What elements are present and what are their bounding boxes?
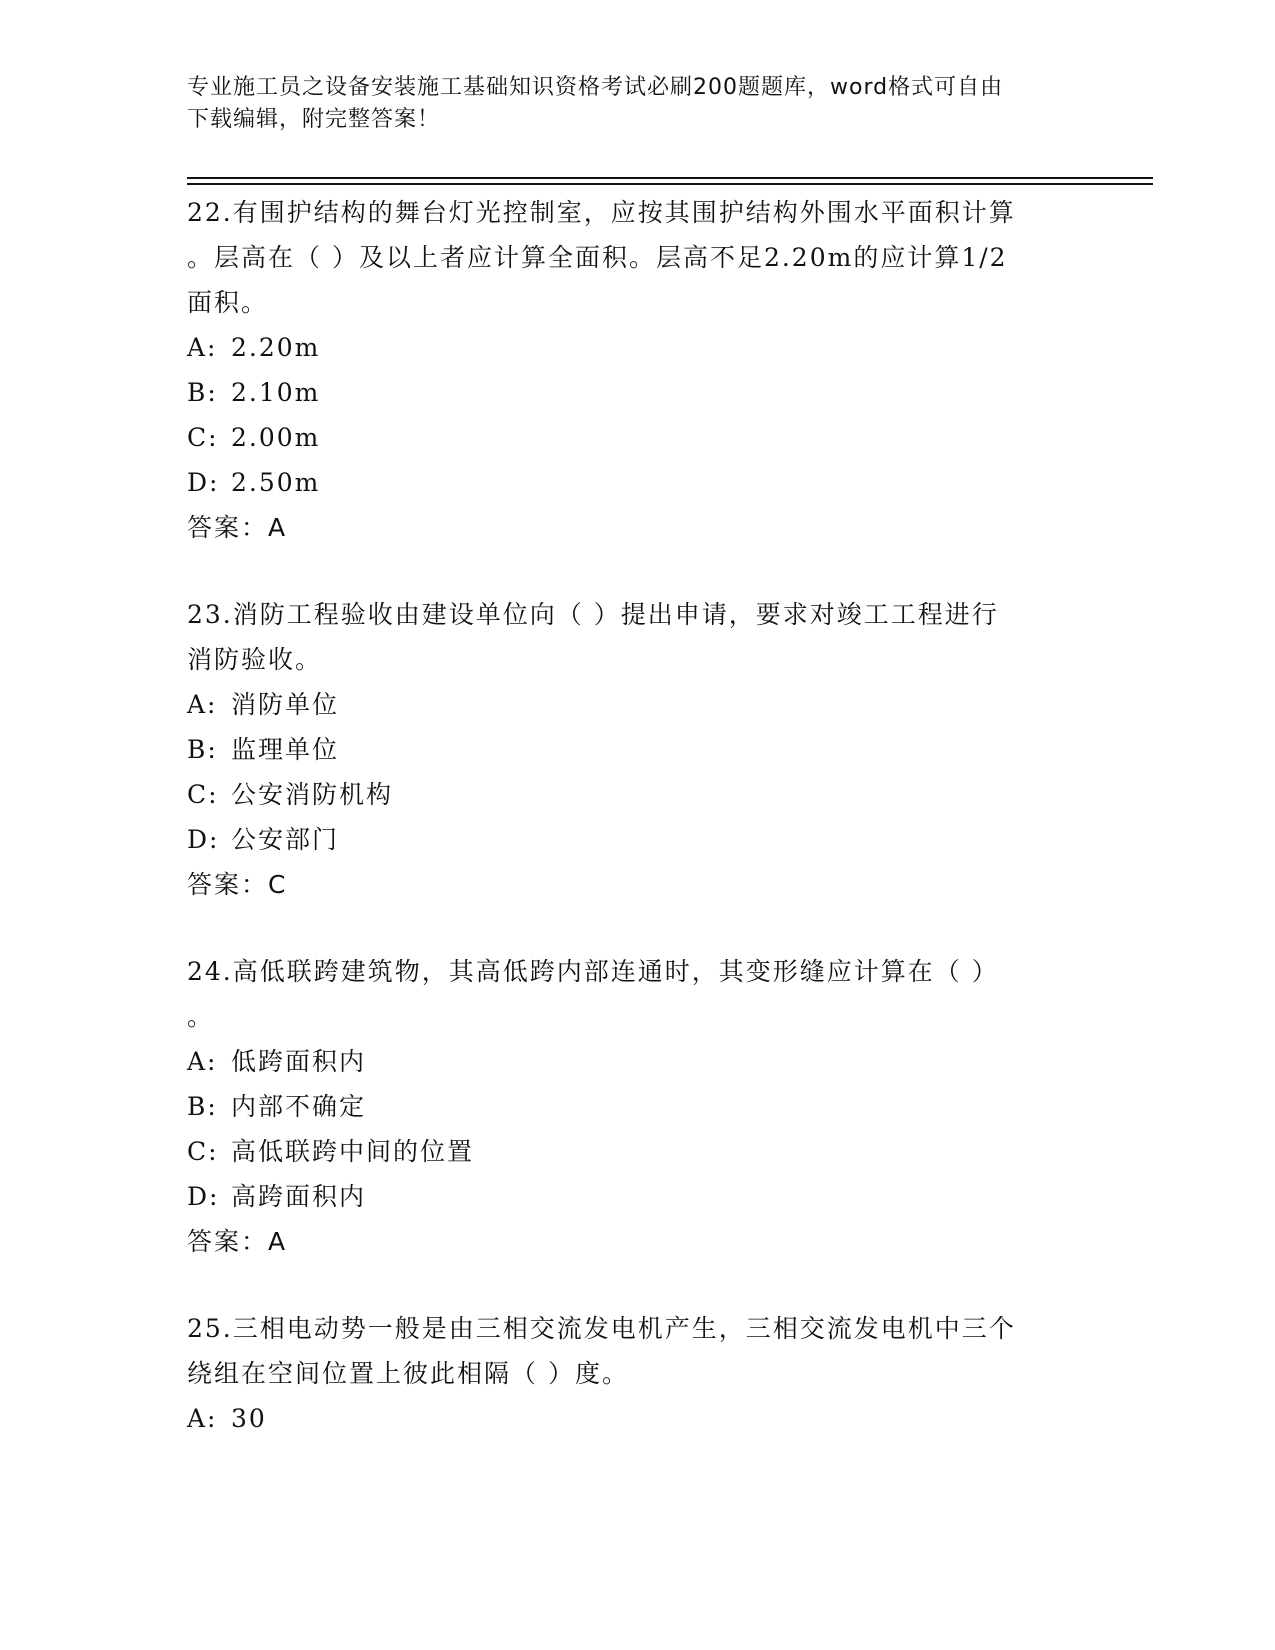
option-b: [187, 1084, 1087, 1129]
option-letter: C:: [187, 1137, 219, 1166]
question-text-line: 25.三相电动势一般是由三相交流发电机产生，三相交流发电机中三个: [187, 1314, 1016, 1343]
header-line-1: 专业施工员之设备安装施工基础知识资格考试必刷200题题库，word格式可自由: [187, 75, 1004, 100]
option-a: [187, 682, 1087, 727]
option-text: 消防单位: [231, 690, 340, 719]
answer-line: 答案：A: [187, 513, 288, 542]
answer-line: 答案：C: [187, 870, 288, 899]
option-text: 2.50m: [231, 468, 321, 497]
option-c: [187, 415, 1087, 460]
header-divider-bottom: [187, 183, 1153, 185]
option-c: [187, 1129, 1087, 1174]
option-text: 高跨面积内: [231, 1182, 367, 1211]
option-d: [187, 460, 1087, 505]
option-letter: B:: [187, 1092, 218, 1121]
option-text: 公安消防机构: [231, 780, 394, 809]
option-a: [187, 1396, 1087, 1441]
document-header: [187, 72, 1067, 136]
question-list: [187, 190, 1087, 1483]
option-letter: D:: [187, 825, 220, 854]
question-text-line: 绕组在空间位置上彼此相隔（ ）度。: [187, 1359, 629, 1388]
option-letter: A:: [187, 333, 218, 362]
option-text: 2.10m: [231, 378, 321, 407]
option-text: 2.00m: [231, 423, 321, 452]
option-letter: A:: [187, 690, 218, 719]
option-letter: B:: [187, 735, 218, 764]
option-letter: A:: [187, 1404, 218, 1433]
option-b: [187, 727, 1087, 772]
option-text: 30: [231, 1404, 267, 1433]
question-text-line: 消防验收。: [187, 645, 323, 674]
option-d: [187, 817, 1087, 862]
question-22: [187, 190, 1087, 550]
question-24: [187, 949, 1087, 1264]
option-letter: C:: [187, 780, 219, 809]
option-letter: B:: [187, 378, 218, 407]
option-letter: D:: [187, 468, 220, 497]
question-text-line: 22.有围护结构的舞台灯光控制室，应按其围护结构外围水平面积计算: [187, 198, 1016, 227]
question-text-line: 。层高在（ ）及以上者应计算全面积。层高不足2.20m的应计算1/2: [187, 243, 1008, 272]
option-text: 2.20m: [231, 333, 321, 362]
option-text: 公安部门: [231, 825, 340, 854]
option-d: [187, 1174, 1087, 1219]
header-divider-top: [187, 177, 1153, 179]
answer-line: 答案：A: [187, 1227, 288, 1256]
question-text-line: 24.高低联跨建筑物，其高低跨内部连通时，其变形缝应计算在（ ）: [187, 957, 999, 986]
option-text: 高低联跨中间的位置: [231, 1137, 475, 1166]
question-23: [187, 592, 1087, 907]
question-text-line: 面积。: [187, 288, 269, 317]
option-letter: C:: [187, 423, 219, 452]
question-text-line: 23.消防工程验收由建设单位向（ ）提出申请，要求对竣工工程进行: [187, 600, 999, 629]
option-text: 内部不确定: [231, 1092, 367, 1121]
option-b: [187, 370, 1087, 415]
option-c: [187, 772, 1087, 817]
header-line-2: 下载编辑，附完整答案！: [187, 107, 441, 132]
option-text: 监理单位: [231, 735, 340, 764]
question-text-line: 。: [187, 1002, 215, 1031]
option-a: [187, 1039, 1087, 1084]
option-letter: D:: [187, 1182, 220, 1211]
question-25: [187, 1306, 1087, 1441]
option-text: 低跨面积内: [231, 1047, 367, 1076]
option-letter: A:: [187, 1047, 218, 1076]
option-a: [187, 325, 1087, 370]
